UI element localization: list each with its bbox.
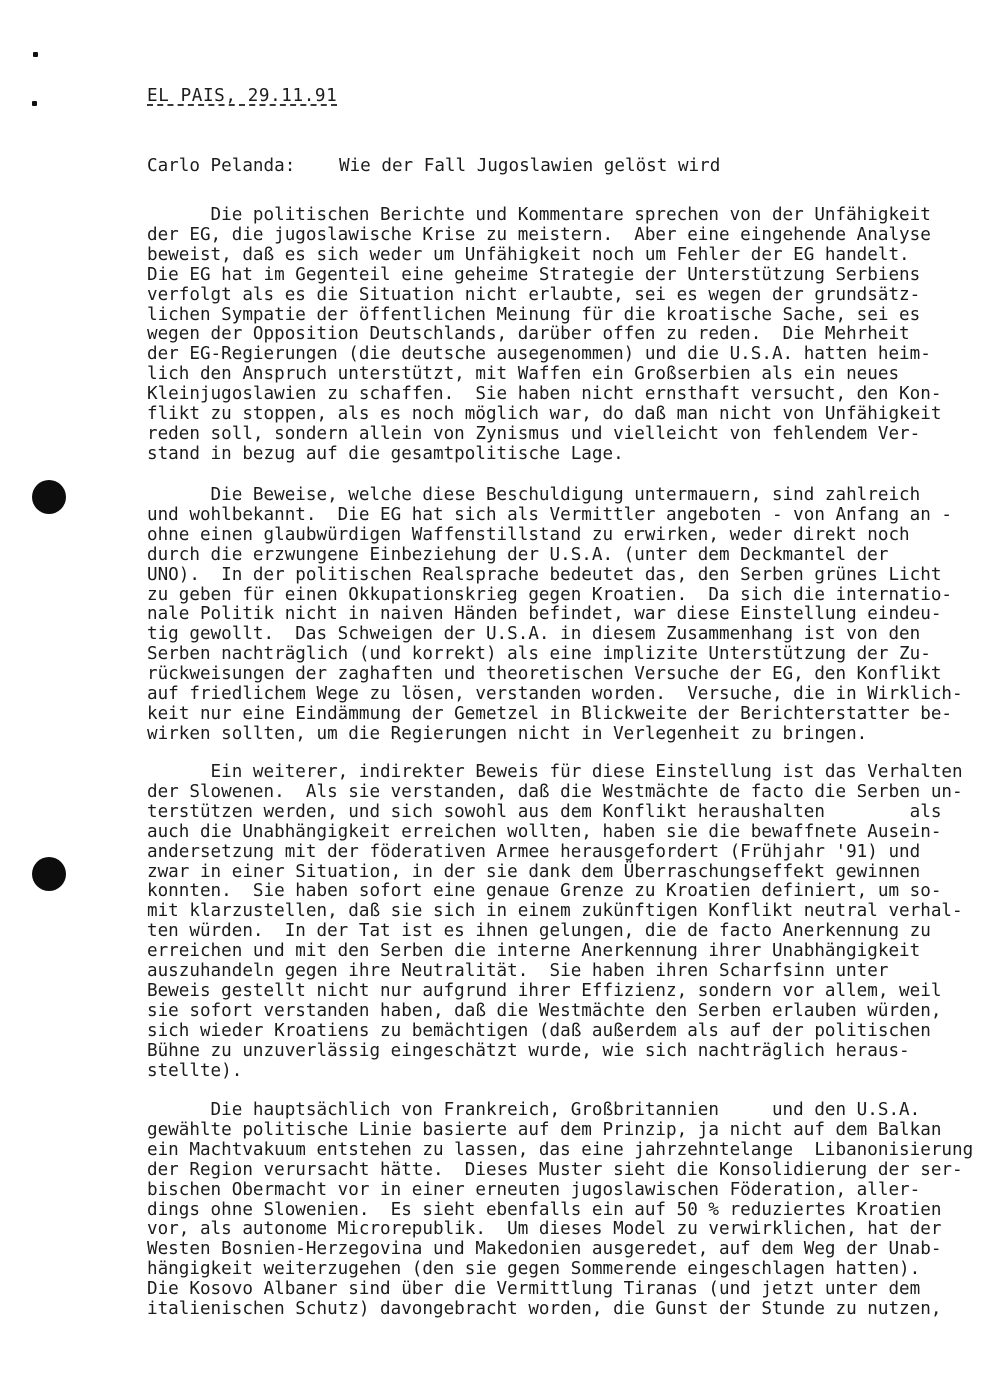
punch-hole (32, 480, 66, 514)
paragraph-2: Die Beweise, welche diese Beschuldigung untermauern, sind zahlreich und wohlbekannt. Die EG hat sich als Vermittler angeboten - von Anfang an - ohne einen glaubwürdigen Waffenstillstand zu erwirken, weder direkt noch durch die erzwungene Einbeziehung der U.S.A. (unter dem Deckmantel der UNO). In der politischen Realsprache bedeutet das, den Serben grünes Licht zu geben für einen Okkupationskrieg gegen Kroatien. Da sich die internatio- nale Politik nicht in naiven Händen befindet, war diese Einstellung eindeu- tig gewollt. Das Schweigen der U.S.A. in diesem Zusammenhang ist von den Serben nachträglich (und korrekt) als eine implizite Unterstützung der Zu- rückweisungen der zaghaften und theoretischen Versuche der EG, den Konflikt auf friedlichem Wege zu lösen, verstanden worden. Versuche, die in Wirklich- keit nur eine Eindämmung der Gemetzel in Blickweite der Berichterstatter be- wirken sollten, um die Regierungen nicht in Verlegenheit zu bringen. (147, 485, 963, 744)
scan-speck (33, 52, 38, 57)
paragraph-4: Die hauptsächlich von Frankreich, Großbritannien und den U.S.A. gewählte politische Linie basierte auf dem Prinzip, ja nicht auf dem Balkan ein Machtvakuum entstehen zu lassen, das eine jahrzehntelange Libanonisierung der Region verursacht hätte. Dieses Muster sieht die Konsolidierung der ser- bischen Obermacht vor in einer erneuten jugoslawischen Föderation, aller- dings ohne Slowenien. Es sieht ebenfalls ein auf 50 % reduziertes Kroatien vor, als autonome Microrepublik. Um dieses Model zu verwirklichen, hat der Westen Bosnien-Herzegovina und Makedonien ausgeredet, auf dem Weg der Unab- hängigkeit weiterzugehen (den sie gegen Sommerende eingeschlagen hatten). Die Kosovo Albaner sind über die Vermittlung Tiranas (und jetzt unter dem italienischen Schutz) davongebracht worden, die Gunst der Stunde zu nutzen, (147, 1100, 974, 1320)
scan-speck (32, 101, 37, 106)
article-heading (147, 156, 720, 176)
punch-hole (32, 857, 66, 891)
author-name: Carlo Pelanda: (147, 156, 296, 176)
article-title: Wie der Fall Jugoslawien gelöst wird (339, 156, 721, 176)
paragraph-3: Ein weiterer, indirekter Beweis für diese Einstellung ist das Verhalten der Slowenen. Als sie verstanden, daß die Westmächte de facto die Serben un- terstützen werden, und sich sowohl aus dem Konflikt heraushalten als auch die Unabhängigkeit erreichen wollten, haben sie die bewaffnete Ausein- andersetzung mit der föderativen Armee herausgefordert (Frühjahr '91) und zwar in einer Situation, in der sie dank dem Überraschungseffekt gewinnen konnten. Sie haben sofort eine genaue Grenze zu Kroatien definiert, um so- mit klarzustellen, daß sie sich in einem zukünftigen Konflikt neutral verhal- ten würden. In der Tat ist es ihnen gelungen, die de facto Anerkennung zu erreichen und mit den Serben die interne Anerkennung ihrer Unabhängigkeit auszuhandeln gegen ihre Neutralität. Sie haben ihren Scharfsinn unter Beweis gestellt nicht nur aufgrund ihrer Effizienz, sondern vor allem, weil sie sofort verstanden haben, daß die Westmächte den Serben erlauben würden, sich wieder Kroatiens zu bemächtigen (daß außerdem als auf der politischen Bühne zu unzuverlässig eingeschätzt wurde, wie sich nachträglich heraus- stellte). (147, 762, 963, 1081)
paragraph-1: Die politischen Berichte und Kommentare sprechen von der Unfähigkeit der EG, die jugoslawische Krise zu meistern. Aber eine eingehende Analyse beweist, daß es sich weder um Unfähigkeit noch um Fehler der EG handelt. Die EG hat im Gegenteil eine geheime Strategie der Unterstützung Serbiens verfolgt als es die Situation nicht erlaubte, sei es wegen der grundsätz- lichen Sympatie der öffentlichen Meinung für die kroatische Sache, sei es wegen der Opposition Deutschlands, darüber offen zu reden. Die Mehrheit der EG-Regierungen (die deutsche ausegenommen) und die U.S.A. hatten heim- lich den Anspruch unterstützt, mit Waffen ein Großserbien als ein neues Kleinjugoslawien zu schaffen. Sie haben nicht ernsthaft versucht, den Kon- flikt zu stoppen, als es noch möglich war, do daß man nicht von Unfähigkeit reden soll, sondern allein von Zynismus und vielleicht von fehlendem Ver- stand in bezug auf die gesamtpolitische Lage. (147, 205, 942, 464)
newspaper-source: EL PAIS, 29.11.91 (147, 86, 338, 106)
